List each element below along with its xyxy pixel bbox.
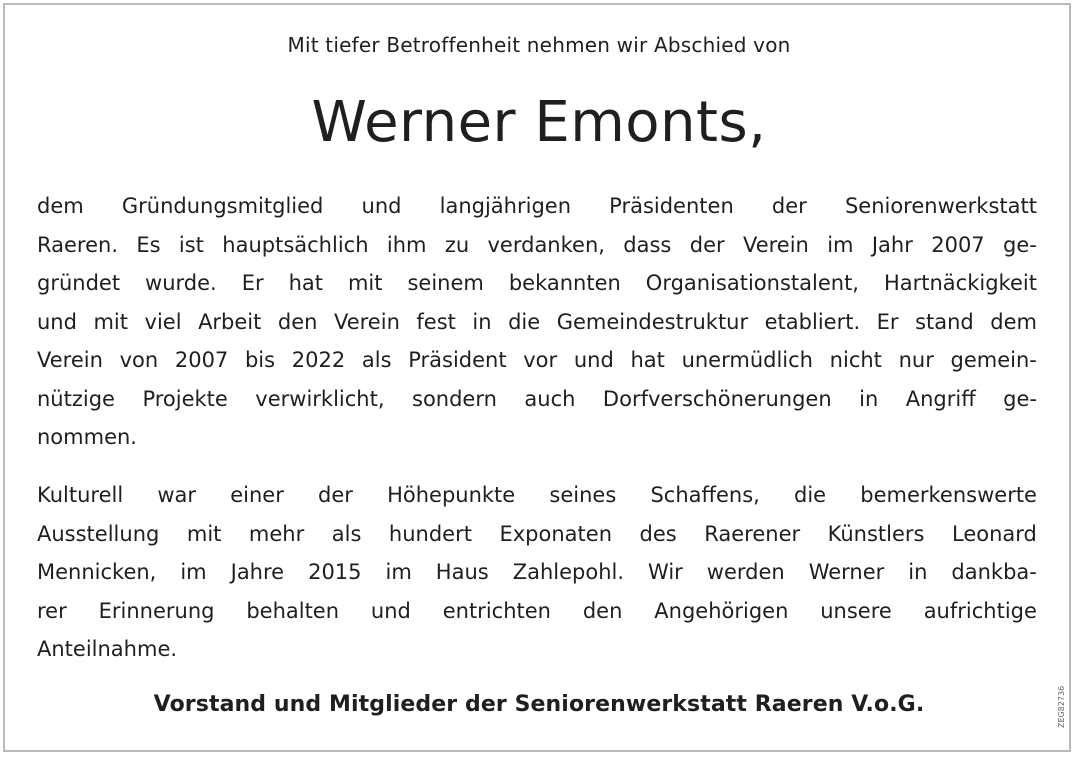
word: und <box>370 598 411 623</box>
paragraph-line <box>37 303 1037 342</box>
word: Mennicken, <box>37 560 157 584</box>
paragraph-line: Anteilnahme. <box>37 637 178 661</box>
word: dankba- <box>951 560 1037 584</box>
word: im <box>385 560 412 584</box>
tribute-paragraph-2 <box>37 476 1037 669</box>
word: Jahre <box>230 560 285 584</box>
word: der <box>318 483 353 507</box>
word: und <box>361 194 402 218</box>
word: in <box>859 386 879 411</box>
word: Seniorenwerkstatt <box>844 194 1037 218</box>
word: Künstlers <box>827 521 925 546</box>
word: ihm <box>386 232 427 257</box>
word: auch <box>524 386 576 411</box>
word: seinem <box>407 271 484 295</box>
word: Haus <box>435 560 489 584</box>
word: unsere <box>820 598 892 623</box>
word: in <box>908 560 928 584</box>
word: bis <box>244 348 276 372</box>
word: hauptsächlich <box>222 232 369 257</box>
word: Erinnerung <box>98 598 215 623</box>
word: Angriff <box>905 386 976 411</box>
word: Angehörigen <box>654 598 789 623</box>
word: Zahlepohl. <box>512 560 625 584</box>
word: bekannten <box>508 271 621 295</box>
word: 2022 <box>291 348 346 372</box>
deceased-name: Werner Emonts, <box>311 90 767 155</box>
word: in <box>472 309 492 334</box>
word: Wir <box>648 560 683 584</box>
word: sondern <box>412 386 497 411</box>
word: Kulturell <box>37 483 124 507</box>
word: aufrichtige <box>923 598 1037 623</box>
word: Verein <box>742 232 809 257</box>
word: Werner <box>808 560 885 584</box>
word: behalten <box>246 598 340 623</box>
word: Projekte <box>142 386 228 411</box>
word: Exponaten <box>499 521 613 546</box>
word: Präsidenten <box>609 194 734 218</box>
word: Jahr <box>871 232 913 257</box>
paragraph-line <box>37 226 1037 265</box>
word: stand <box>915 309 974 334</box>
word: hundert <box>388 521 472 546</box>
word: unermüdlich <box>681 348 813 372</box>
word: nicht <box>829 348 882 372</box>
word: verdanken, <box>487 232 605 257</box>
word: Ausstellung <box>37 521 160 546</box>
intro-text: Mit tiefer Betroffenheit nehmen wir Abschied von <box>287 33 791 57</box>
word: und <box>573 348 614 372</box>
word: nur <box>898 348 934 372</box>
paragraph-line <box>37 187 1037 226</box>
paragraph-line <box>37 341 1037 380</box>
word: Schaffens, <box>650 483 760 507</box>
word: den <box>277 309 318 334</box>
word: Höhepunkte <box>387 483 516 507</box>
word: Arbeit <box>198 309 262 334</box>
word: Es <box>136 232 161 257</box>
word: dass <box>623 232 672 257</box>
word: die <box>508 309 541 334</box>
word: wurde. <box>145 271 217 295</box>
word: der <box>689 232 725 257</box>
word: den <box>582 598 623 623</box>
word: fest <box>416 309 456 334</box>
word: Leonard <box>952 521 1037 546</box>
word: einer <box>230 483 284 507</box>
word: werden <box>706 560 785 584</box>
word: Er <box>876 309 899 334</box>
paragraph-line <box>37 553 1037 592</box>
word: ge- <box>1003 232 1037 257</box>
word: hat <box>630 348 665 372</box>
word: rer <box>37 598 67 623</box>
paragraph-line <box>37 592 1037 631</box>
paragraph-line <box>37 264 1037 303</box>
word: Hartnäckigkeit <box>883 271 1037 295</box>
word: der <box>771 194 807 218</box>
word: mit <box>347 271 383 295</box>
paragraph-line: nommen. <box>37 425 137 449</box>
word: im <box>827 232 854 257</box>
word: Dorfverschönerungen <box>602 386 832 411</box>
word: als <box>361 348 392 372</box>
word: seines <box>549 483 617 507</box>
paragraph-line <box>37 380 1037 419</box>
word: dem <box>37 194 84 218</box>
word: Verein <box>37 348 103 372</box>
word: mit <box>93 309 128 334</box>
word: ist <box>178 232 204 257</box>
word: des <box>639 521 677 546</box>
word: Gemeindestruktur <box>556 309 749 334</box>
word: gemein- <box>950 348 1037 372</box>
word: entrichten <box>442 598 551 623</box>
word: viel <box>144 309 182 334</box>
tribute-paragraph-1 <box>37 187 1037 457</box>
word: ge- <box>1003 386 1037 411</box>
word: die <box>793 483 827 507</box>
word: 2015 <box>308 560 362 584</box>
paragraph-line <box>37 476 1037 515</box>
word: dem <box>990 309 1037 334</box>
word: Raeren. <box>37 232 118 257</box>
word: Organisationstalent, <box>645 271 859 295</box>
word: verwirklicht, <box>255 386 385 411</box>
word: Er <box>241 271 264 295</box>
ad-code: ZEG82736 <box>1057 685 1066 729</box>
word: als <box>331 521 362 546</box>
word: vor <box>523 348 558 372</box>
word: Gründungsmitglied <box>121 194 324 218</box>
word: Raerener <box>704 521 801 546</box>
word: langjährigen <box>439 194 572 218</box>
word: 2007 <box>174 348 229 372</box>
signature: Vorstand und Mitglieder der Seniorenwerkstatt Raeren V.o.G. <box>153 692 925 717</box>
word: im <box>180 560 207 584</box>
word: nützige <box>37 386 115 411</box>
word: etabliert. <box>764 309 861 334</box>
word: Verein <box>333 309 400 334</box>
word: hat <box>288 271 323 295</box>
word: gründet <box>37 271 121 295</box>
word: Präsident <box>408 348 507 372</box>
word: bemerkenswerte <box>860 483 1037 507</box>
word: von <box>119 348 159 372</box>
word: und <box>37 309 77 334</box>
word: zu <box>444 232 470 257</box>
paragraph-line <box>37 515 1037 554</box>
word: mehr <box>248 521 305 546</box>
word: 2007 <box>931 232 985 257</box>
word: mit <box>186 521 222 546</box>
word: war <box>157 483 197 507</box>
